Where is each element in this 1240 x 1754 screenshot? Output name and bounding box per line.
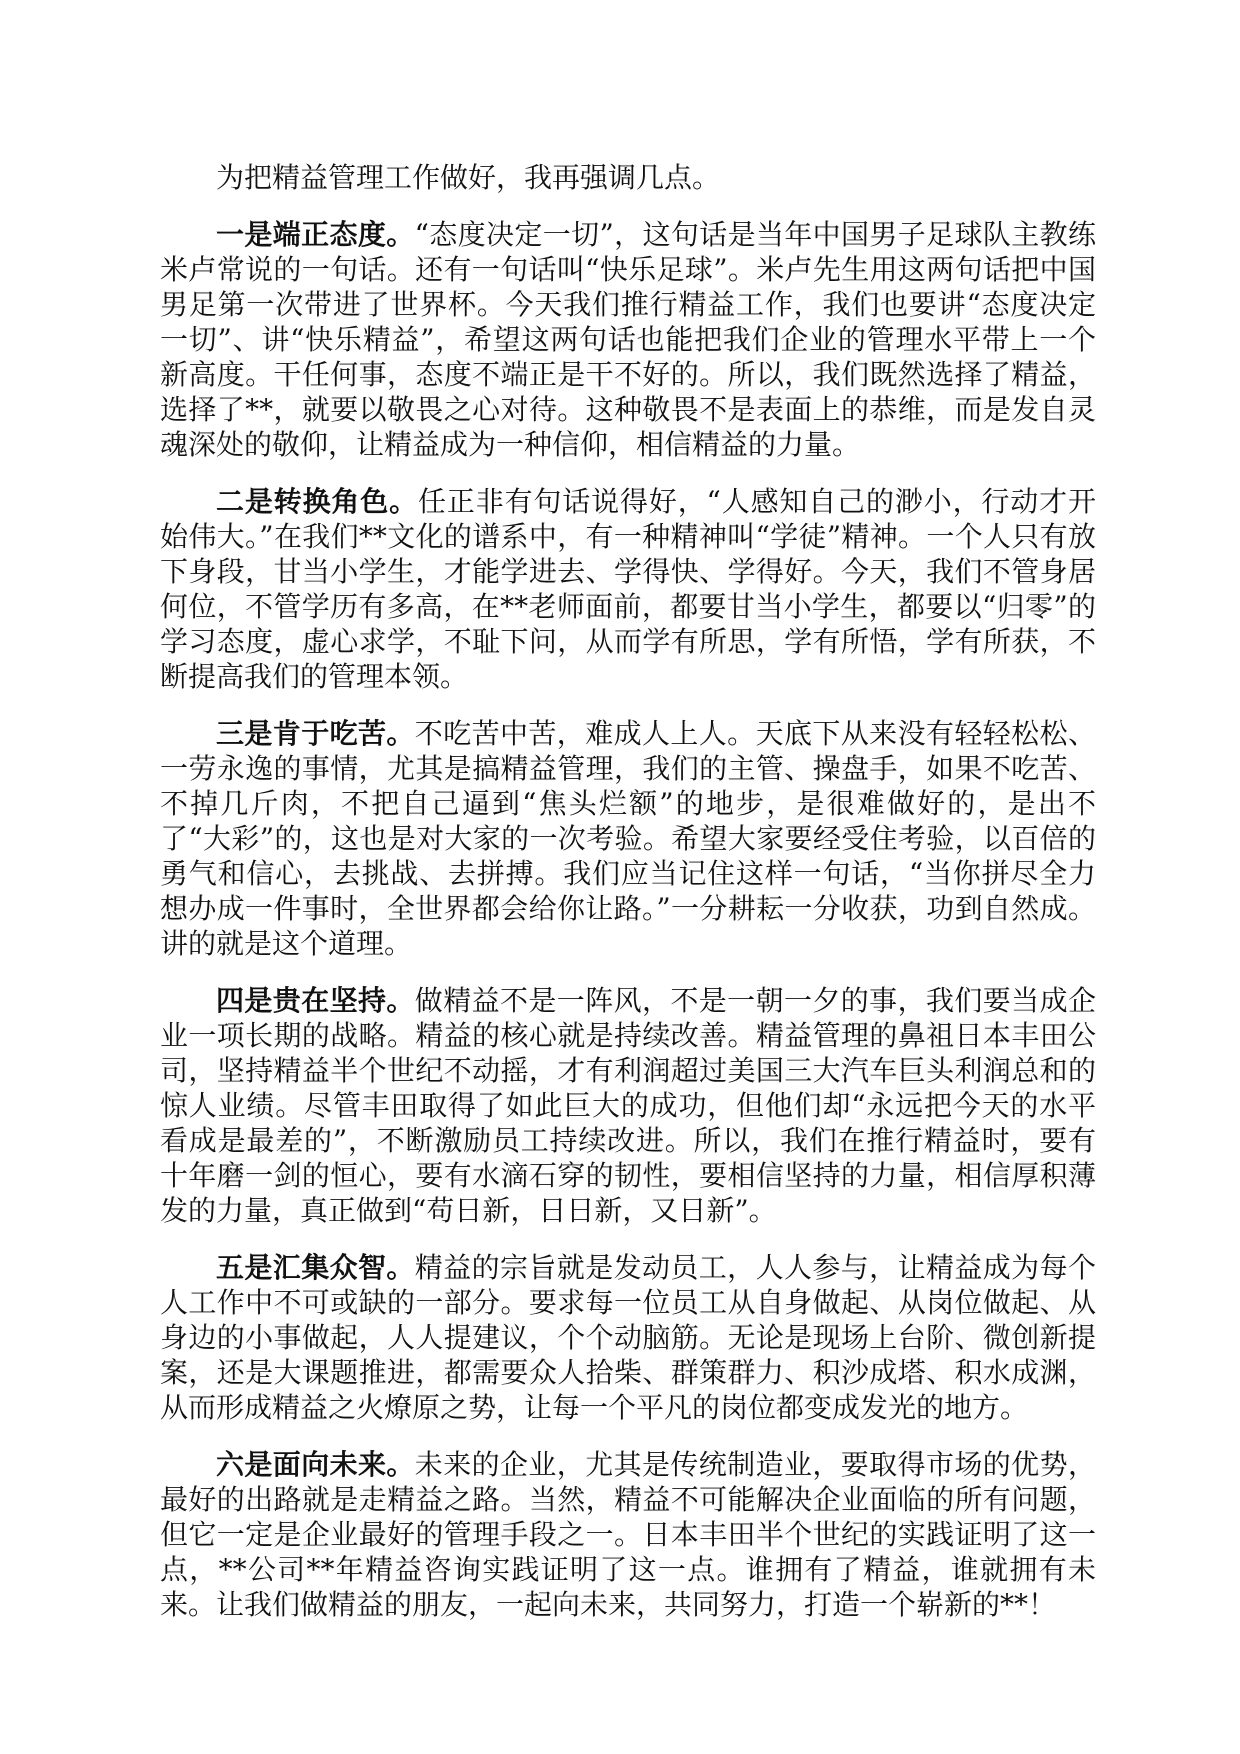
point-heading-2: 二是转换角色。 (216, 485, 418, 518)
point-paragraph-2 (160, 484, 1096, 694)
point-body-1: “态度决定一切”，这句话是当年中国男子足球队主教练米卢常说的一句话。还有一句话叫“快乐足球”。米卢先生用这两句话把中国男足第一次带进了世界杯。今天我们推行精益工作，我们也要讲“态度决定一切”、讲“快乐精益”，希望这两句话也能把我们企业的管理水平带上一个新高度。干任何事，态度不端正是干不好的。所以，我们既然选择了精益，选择了**，就要以敬畏之心对待。这种敬畏不是表面上的恭维，而是发自灵魂深处的敬仰，让精益成为一种信仰，相信精益的力量。 (160, 218, 1096, 461)
document-page (160, 160, 1096, 1644)
point-paragraph-4 (160, 983, 1096, 1228)
point-body-4: 做精益不是一阵风，不是一朝一夕的事，我们要当成企业一项长期的战略。精益的核心就是持续改善。精益管理的鼻祖日本丰田公司，坚持精益半个世纪不动摇，才有利润超过美国三大汽车巨头利润总和的惊人业绩。尽管丰田取得了如此巨大的成功，但他们却“永远把今天的水平看成是最差的”，不断激励员工持续改进。所以，我们在推行精益时，要有十年磨一剑的恒心，要有水滴石穿的韧性，要相信坚持的力量，相信厚积薄发的力量，真正做到“苟日新，日日新，又日新”。 (160, 984, 1096, 1227)
point-paragraph-3 (160, 716, 1096, 961)
point-body-6: 未来的企业，尤其是传统制造业，要取得市场的优势，最好的出路就是走精益之路。当然，精益不可能解决企业面临的所有问题，但它一定是企业最好的管理手段之一。日本丰田半个世纪的实践证明了这一点，**公司**年精益咨询实践证明了这一点。谁拥有了精益，谁就拥有未来。让我们做精益的朋友，一起向未来，共同努力，打造一个崭新的**！ (160, 1448, 1096, 1621)
intro-paragraph: 为把精益管理工作做好，我再强调几点。 (216, 161, 721, 194)
point-paragraph-6 (160, 1447, 1096, 1622)
point-paragraph-1 (160, 217, 1096, 462)
point-heading-6: 六是面向未来。 (216, 1448, 415, 1481)
point-heading-3: 三是肯于吃苦。 (216, 717, 415, 750)
point-body-3: 不吃苦中苦，难成人上人。天底下从来没有轻轻松松、一劳永逸的事情，尤其是搞精益管理，我们的主管、操盘手，如果不吃苦、不掉几斤肉，不把自己逼到“焦头烂额”的地步，是很难做好的，是出不了“大彩”的，这也是对大家的一次考验。希望大家要经受住考验，以百倍的勇气和信心，去挑战、去拼搏。我们应当记住这样一句话，“当你拼尽全力想办成一件事时，全世界都会给你让路。”一分耕耘一分收获，功到自然成。讲的就是这个道理。 (160, 717, 1096, 960)
point-heading-5: 五是汇集众智。 (216, 1251, 415, 1284)
point-body-5: 精益的宗旨就是发动员工，人人参与，让精益成为每个人工作中不可或缺的一部分。要求每一位员工从自身做起、从岗位做起、从身边的小事做起，人人提建议，个个动脑筋。无论是现场上台阶、微创新提案，还是大课题推进，都需要众人拾柴、群策群力、积沙成塔、积水成渊，从而形成精益之火燎原之势，让每一个平凡的岗位都变成发光的地方。 (160, 1251, 1096, 1424)
point-paragraph-5 (160, 1250, 1096, 1425)
point-body-2: 任正非有句话说得好，“人感知自己的渺小，行动才开始伟大。”在我们**文化的谱系中，有一种精神叫“学徒”精神。一个人只有放下身段，甘当小学生，才能学进去、学得快、学得好。今天，我们不管身居何位，不管学历有多高，在**老师面前，都要甘当小学生，都要以“归零”的学习态度，虚心求学，不耻下问，从而学有所思，学有所悟，学有所获，不断提高我们的管理本领。 (160, 485, 1096, 693)
point-heading-1: 一是端正态度。 (216, 218, 415, 251)
point-heading-4: 四是贵在坚持。 (216, 984, 415, 1017)
